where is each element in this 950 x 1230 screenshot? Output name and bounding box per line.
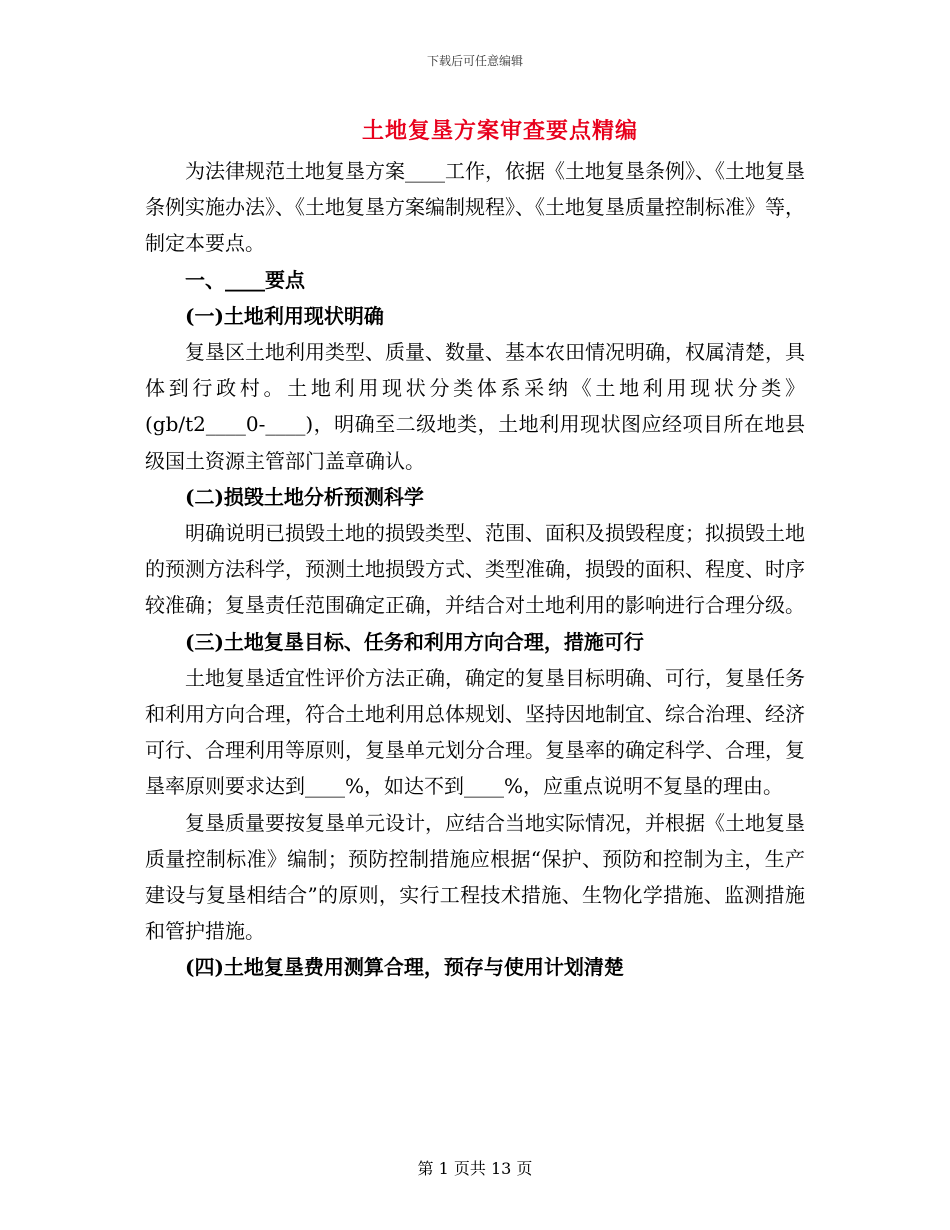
subsection-heading-1: (一)土地利用现状明确 — [185, 303, 384, 328]
subsection-body-3a: 土地复垦适宜性评价方法正确，确定的复垦目标明确、可行，复垦任务和利用方向合理，符合土地利用总体规划、坚持因地制宜、综合治理、经济可行、合理利用等原则，复垦单元划分合理。复垦率的确定科学、合理，复垦率原则要求达到____%，如达不到____%，应重点说明不复垦的理由。 — [145, 665, 805, 799]
intro-paragraph: 为法律规范土地复垦方案____工作，依据《土地复垦条例》、《土地复垦条例实施办法》、《土地复垦方案编制规程》、《土地复垦质量控制标准》等，制定本要点。 — [145, 159, 805, 256]
section-heading-1: 一、____要点 — [185, 267, 305, 292]
page-indicator: 第 1 页共 13 页 — [417, 1159, 533, 1178]
subsection-heading-3: (三)土地复垦目标、任务和利用方向合理，措施可行 — [185, 629, 644, 654]
document-body — [145, 153, 805, 986]
header-note: 下载后可任意编辑 — [426, 54, 523, 68]
document-title: 土地复垦方案审查要点精编 — [361, 118, 638, 144]
subsection-body-1: 复垦区土地利用类型、质量、数量、基本农田情况明确，权属清楚，具体到行政村。土地利用现状分类体系采纳《土地利用现状分类》(gb/t2____0-____)，明确至二级地类，土地利用现状图应经项目所在地县级国土资源主管部门盖章确认。 — [145, 340, 805, 473]
subsection-heading-4: (四)土地复垦费用测算合理，预存与使用计划清楚 — [185, 955, 624, 980]
subsection-body-2: 明确说明已损毁土地的损毁类型、范围、面积及损毁程度；拟损毁土地的预测方法科学，预测土地损毁方式、类型准确，损毁的面积、程度、时序较准确；复垦责任范围确定正确，并结合对土地利用的影响进行合理分级。 — [145, 521, 805, 618]
subsection-body-3b: 复垦质量要按复垦单元设计，应结合当地实际情况，并根据《土地复垦质量控制标准》编制；预防控制措施应根据“保护、预防和控制为主，生产建设与复垦相结合”的原则，实行工程技术措施、生物化学措施、监测措施和管护措施。 — [145, 810, 805, 944]
subsection-heading-2: (二)损毁土地分析预测科学 — [185, 484, 424, 509]
